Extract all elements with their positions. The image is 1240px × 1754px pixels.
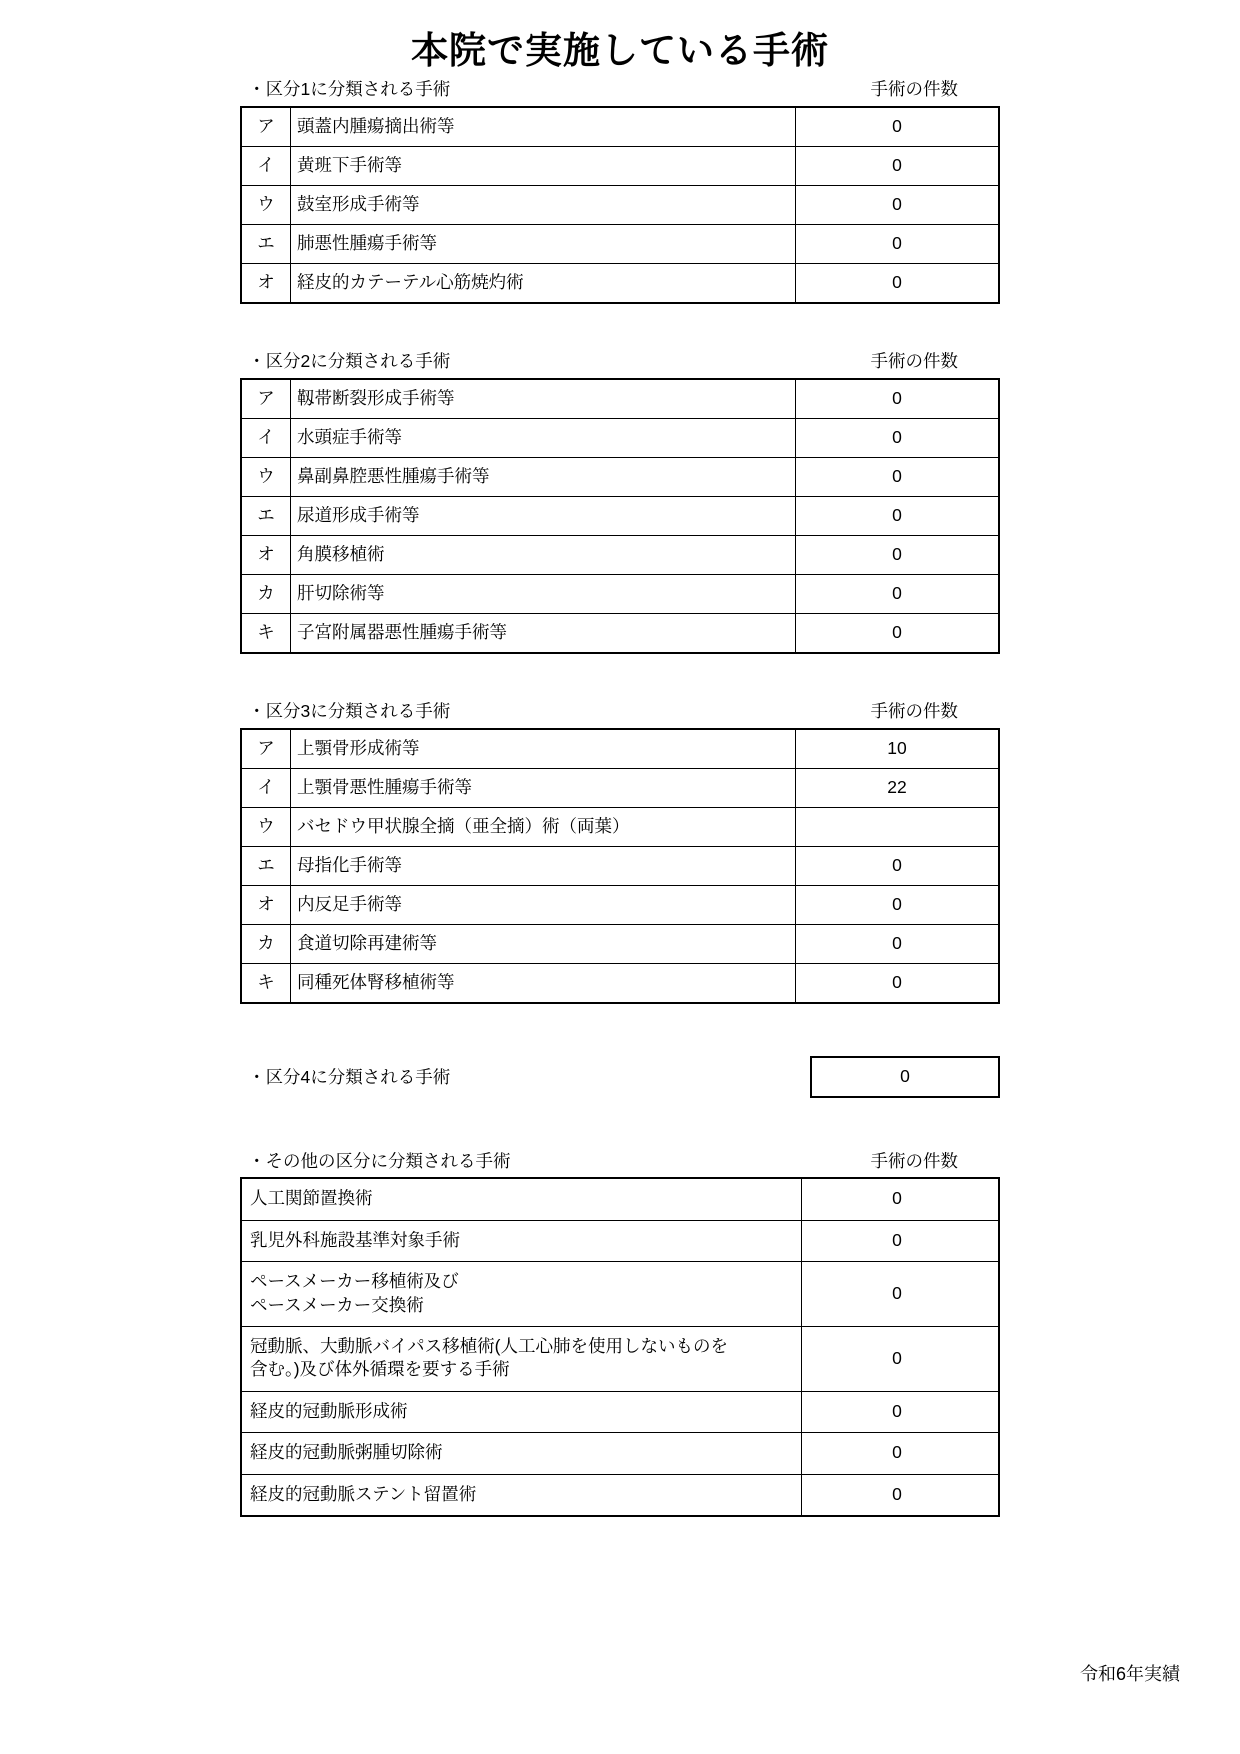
row-index: イ <box>241 768 291 807</box>
table-kubun2 <box>240 378 1000 654</box>
row-name: 頭蓋内腫瘍摘出術等 <box>291 107 796 147</box>
row-index: オ <box>241 264 291 304</box>
row-index: ウ <box>241 807 291 846</box>
count-column-label-kubun3: 手術の件数 <box>870 700 958 721</box>
row-name: 上顎骨悪性腫瘍手術等 <box>291 768 796 807</box>
row-index: カ <box>241 924 291 963</box>
row-name: 肺悪性腫瘍手術等 <box>291 225 796 264</box>
row-count: 22 <box>796 768 1000 807</box>
row-count: 0 <box>796 379 1000 419</box>
count-column-label-kubun2: 手術の件数 <box>870 351 958 371</box>
row-index: イ <box>241 147 291 186</box>
section-header-kubun2 <box>240 350 1000 378</box>
row-name <box>241 1262 802 1327</box>
page-title: 本院で実施している手術 <box>411 30 829 71</box>
section-header-other <box>240 1150 1000 1178</box>
row-index: イ <box>241 418 291 457</box>
table-row <box>241 1220 999 1261</box>
row-count <box>796 807 1000 846</box>
row-count: 0 <box>796 885 1000 924</box>
kubun4-count: 0 <box>810 1056 1000 1098</box>
table-row <box>241 846 999 885</box>
footer-note: 令和6年実績 <box>1079 1664 1180 1684</box>
row-index: ア <box>241 379 291 419</box>
row-count: 0 <box>796 613 1000 653</box>
row-index: オ <box>241 885 291 924</box>
section-title-kubun1: ・区分1に分類される手術 <box>248 79 451 100</box>
row-name: 鼻副鼻腔悪性腫瘍手術等 <box>291 457 796 496</box>
row-name: 経皮的カテーテル心筋焼灼術 <box>291 264 796 304</box>
table-row <box>241 1262 999 1327</box>
table-row <box>241 147 999 186</box>
table-kubun3 <box>240 728 1000 1004</box>
table-row <box>241 1474 999 1516</box>
table-row <box>241 807 999 846</box>
row-name: 内反足手術等 <box>291 885 796 924</box>
table-row <box>241 379 999 419</box>
table-row <box>241 885 999 924</box>
row-name: 乳児外科施設基準対象手術 <box>241 1220 802 1261</box>
row-name: 同種死体腎移植術等 <box>291 963 796 1003</box>
section-title-kubun3: ・区分3に分類される手術 <box>248 700 451 721</box>
row-name: 靱帯断裂形成手術等 <box>291 379 796 419</box>
row-count: 0 <box>796 574 1000 613</box>
table-row <box>241 1327 999 1392</box>
row-count: 0 <box>802 1220 1000 1261</box>
section-kubun4 <box>240 1056 1000 1098</box>
row-name: 角膜移植術 <box>291 535 796 574</box>
row-name: 上顎骨形成術等 <box>291 729 796 769</box>
row-name-line2: 含む。)及び体外循環を要する手術 <box>250 1359 510 1380</box>
row-count: 0 <box>796 147 1000 186</box>
table-row <box>241 924 999 963</box>
table-row <box>241 729 999 769</box>
row-count: 0 <box>796 846 1000 885</box>
table-row <box>241 574 999 613</box>
table-row <box>241 1178 999 1220</box>
row-count: 0 <box>796 457 1000 496</box>
row-count: 0 <box>796 924 1000 963</box>
table-row <box>241 264 999 304</box>
row-name: 鼓室形成手術等 <box>291 186 796 225</box>
row-name: 経皮的冠動脈形成術 <box>241 1391 802 1432</box>
row-count: 0 <box>802 1433 1000 1474</box>
spacer <box>0 304 1240 350</box>
spacer <box>0 1004 1240 1056</box>
row-index: ウ <box>241 457 291 496</box>
table-row <box>241 768 999 807</box>
section-title-kubun2: ・区分2に分類される手術 <box>248 351 451 371</box>
row-index: エ <box>241 496 291 535</box>
section-kubun3 <box>240 700 1000 1004</box>
count-column-label-other: 手術の件数 <box>870 1150 958 1171</box>
section-header-kubun3 <box>240 700 1000 728</box>
row-index: ア <box>241 107 291 147</box>
section-kubun2 <box>240 350 1000 654</box>
row-count: 0 <box>802 1327 1000 1392</box>
row-index: オ <box>241 535 291 574</box>
row-count: 0 <box>796 186 1000 225</box>
row-name: 尿道形成手術等 <box>291 496 796 535</box>
row-name <box>241 1327 802 1392</box>
row-count: 0 <box>802 1178 1000 1220</box>
row-index: ア <box>241 729 291 769</box>
table-row <box>241 1391 999 1432</box>
section-kubun1 <box>240 78 1000 304</box>
row-index: ウ <box>241 186 291 225</box>
row-name: 水頭症手術等 <box>291 418 796 457</box>
section-other <box>240 1150 1000 1518</box>
row-index: エ <box>241 846 291 885</box>
spacer <box>0 654 1240 700</box>
row-name: 肝切除術等 <box>291 574 796 613</box>
row-count: 0 <box>796 264 1000 304</box>
row-count: 0 <box>796 535 1000 574</box>
row-count: 0 <box>802 1262 1000 1327</box>
row-name: 黄班下手術等 <box>291 147 796 186</box>
table-kubun1 <box>240 106 1000 304</box>
row-index: キ <box>241 963 291 1003</box>
row-count: 0 <box>802 1474 1000 1516</box>
table-row <box>241 496 999 535</box>
table-row <box>241 963 999 1003</box>
table-row <box>241 225 999 264</box>
row-count: 0 <box>796 496 1000 535</box>
row-name: 食道切除再建術等 <box>291 924 796 963</box>
row-name: 子宮附属器悪性腫瘍手術等 <box>291 613 796 653</box>
table-row <box>241 535 999 574</box>
row-name: バセドウ甲状腺全摘（亜全摘）術（両葉） <box>291 807 796 846</box>
section-header-kubun1 <box>240 78 1000 106</box>
row-index: キ <box>241 613 291 653</box>
row-name-line1: ペースメーカー移植術及び <box>250 1271 459 1292</box>
row-name: 母指化手術等 <box>291 846 796 885</box>
row-name: 人工関節置換術 <box>241 1178 802 1220</box>
table-row <box>241 186 999 225</box>
row-name-line1: 冠動脈、大動脈バイパス移植術(人工心肺を使用しないものを <box>250 1336 728 1356</box>
row-count: 0 <box>796 107 1000 147</box>
row-name: 経皮的冠動脈粥腫切除術 <box>241 1433 802 1474</box>
section-title-kubun4: ・区分4に分類される手術 <box>248 1067 451 1087</box>
table-row <box>241 107 999 147</box>
table-row <box>241 457 999 496</box>
section-title-other: ・その他の区分に分類される手術 <box>248 1150 511 1171</box>
row-count: 0 <box>796 963 1000 1003</box>
row-count: 0 <box>796 418 1000 457</box>
table-row <box>241 1433 999 1474</box>
row-name-line2: ペースメーカー交換術 <box>250 1294 424 1315</box>
row-count: 0 <box>796 225 1000 264</box>
row-index: カ <box>241 574 291 613</box>
spacer <box>0 1098 1240 1150</box>
row-count: 0 <box>802 1391 1000 1432</box>
row-index: エ <box>241 225 291 264</box>
row-name: 経皮的冠動脈ステント留置術 <box>241 1474 802 1516</box>
row-count: 10 <box>796 729 1000 769</box>
count-column-label-kubun1: 手術の件数 <box>870 79 958 100</box>
table-other <box>240 1177 1000 1517</box>
table-row <box>241 613 999 653</box>
table-row <box>241 418 999 457</box>
